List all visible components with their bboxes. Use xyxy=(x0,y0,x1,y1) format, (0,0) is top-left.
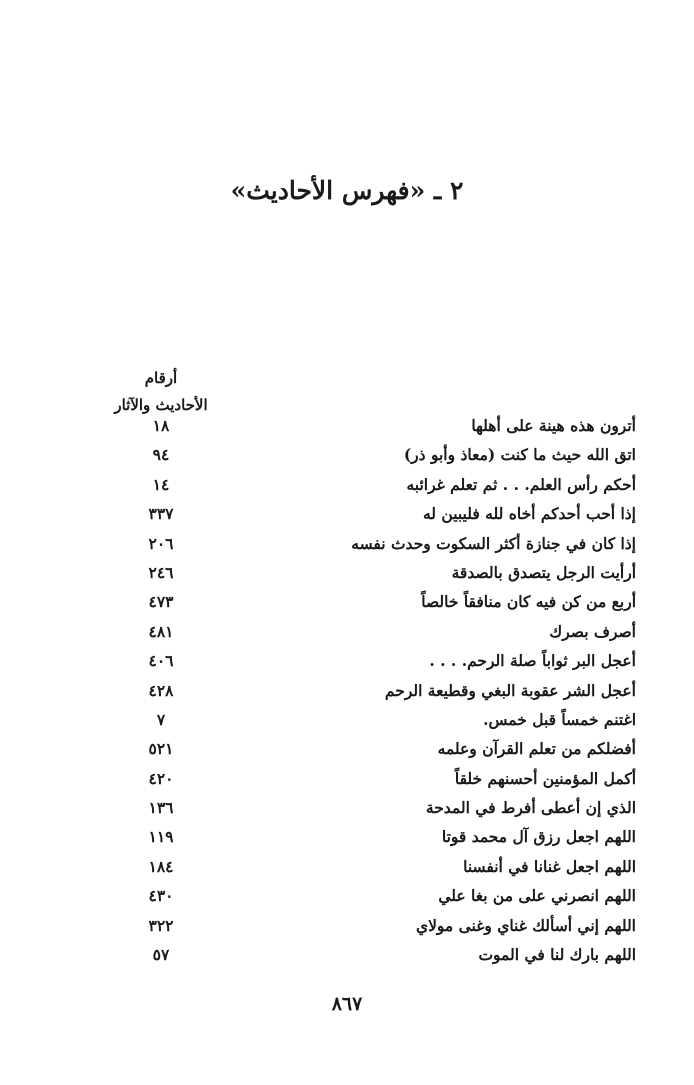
hadith-text: الذي إن أعطى أفرط في المدحة xyxy=(425,798,636,818)
index-entry xyxy=(96,884,636,913)
hadith-text: أكمل المؤمنين أحسنهم خلقاً xyxy=(454,768,636,788)
hadith-number: ٤٣٠ xyxy=(148,886,174,906)
index-entry xyxy=(96,943,636,972)
number-column-header-line-1: أرقام xyxy=(144,369,178,387)
hadith-number: ٣٣٧ xyxy=(148,504,174,524)
index-entry xyxy=(96,767,636,796)
hadith-number: ١٣٦ xyxy=(148,798,174,818)
hadith-text: اللهم انصرني على من بغا علي xyxy=(438,886,636,906)
hadith-number: ٢٤٦ xyxy=(148,562,174,582)
hadith-text: أعجل البر ثواباً صلة الرحم. . . . xyxy=(429,651,636,671)
hadith-text: إذا أحب أحدكم أخاه لله فليبين له xyxy=(422,504,636,524)
index-entry xyxy=(96,855,636,884)
hadith-text: أفضلكم من تعلم القرآن وعلمه xyxy=(437,739,636,759)
hadith-number: ١١٩ xyxy=(148,827,174,847)
hadith-text: اللهم اجعل غنانا في أنفسنا xyxy=(463,856,636,876)
hadith-text: اللهم إني أسألك غناي وغنى مولاي xyxy=(415,915,636,935)
hadith-text: اللهم بارك لنا في الموت xyxy=(478,945,636,965)
index-entry xyxy=(96,414,636,443)
index-entry xyxy=(96,443,636,472)
hadith-number: ٤٢٠ xyxy=(148,768,174,788)
hadith-number: ٥٢١ xyxy=(148,739,174,759)
hadith-text: أصرف بصرك xyxy=(549,621,636,641)
hadith-number: ٧ xyxy=(156,709,166,729)
index-entry xyxy=(96,532,636,561)
hadith-text: أربع من كن فيه كان منافقاً خالصاً xyxy=(421,592,636,612)
index-entry xyxy=(96,708,636,737)
index-entry xyxy=(96,561,636,590)
hadith-text: أعجل الشر عقوبة البغي وقطيعة الرحم xyxy=(384,680,636,700)
hadith-number: ٤٨١ xyxy=(148,621,174,641)
index-entry xyxy=(96,473,636,502)
index-entry xyxy=(96,737,636,766)
index-entry xyxy=(96,649,636,678)
hadith-text: أرأيت الرجل يتصدق بالصدقة xyxy=(451,562,636,582)
hadith-number: ٤٢٨ xyxy=(148,680,174,700)
index-entry xyxy=(96,620,636,649)
index-entry xyxy=(96,825,636,854)
hadith-text: إذا كان في جنازة أكثر السكوت وحدث نفسه xyxy=(351,533,636,553)
index-entry xyxy=(96,796,636,825)
number-column-header-line-2: الأحاديث والآثار xyxy=(114,396,208,414)
index-entry xyxy=(96,679,636,708)
hadith-number: ١٨٤ xyxy=(148,856,174,876)
hadith-text: اللهم اجعل رزق آل محمد قوتا xyxy=(441,827,636,847)
hadith-number: ١٨ xyxy=(152,416,170,435)
hadith-index-list xyxy=(96,414,636,972)
hadith-number: ١٤ xyxy=(152,474,170,494)
hadith-number: ٩٤ xyxy=(152,445,170,465)
hadith-number: ٢٠٦ xyxy=(148,533,174,553)
hadith-text: أحكم رأس العلم. . . ثم تعلم غرائبه xyxy=(406,474,636,494)
hadith-text: اغتنم خمساً قبل خمس. xyxy=(483,709,636,729)
index-entry xyxy=(96,914,636,943)
hadith-number: ٤٠٦ xyxy=(148,651,174,671)
page-number: ٨٦٧ xyxy=(331,993,363,1015)
hadith-text: أترون هذه هينة على أهلها xyxy=(471,416,636,435)
hadith-number: ٤٧٣ xyxy=(148,592,174,612)
hadith-number: ٣٢٢ xyxy=(148,915,174,935)
page-title: ٢ ـ «فهرس الأحاديث» xyxy=(230,176,464,205)
hadith-text: اتق الله حيث ما كنت (معاذ وأبو ذر) xyxy=(403,445,636,465)
index-entry xyxy=(96,590,636,619)
hadith-number: ٥٧ xyxy=(152,945,170,965)
index-entry xyxy=(96,502,636,531)
